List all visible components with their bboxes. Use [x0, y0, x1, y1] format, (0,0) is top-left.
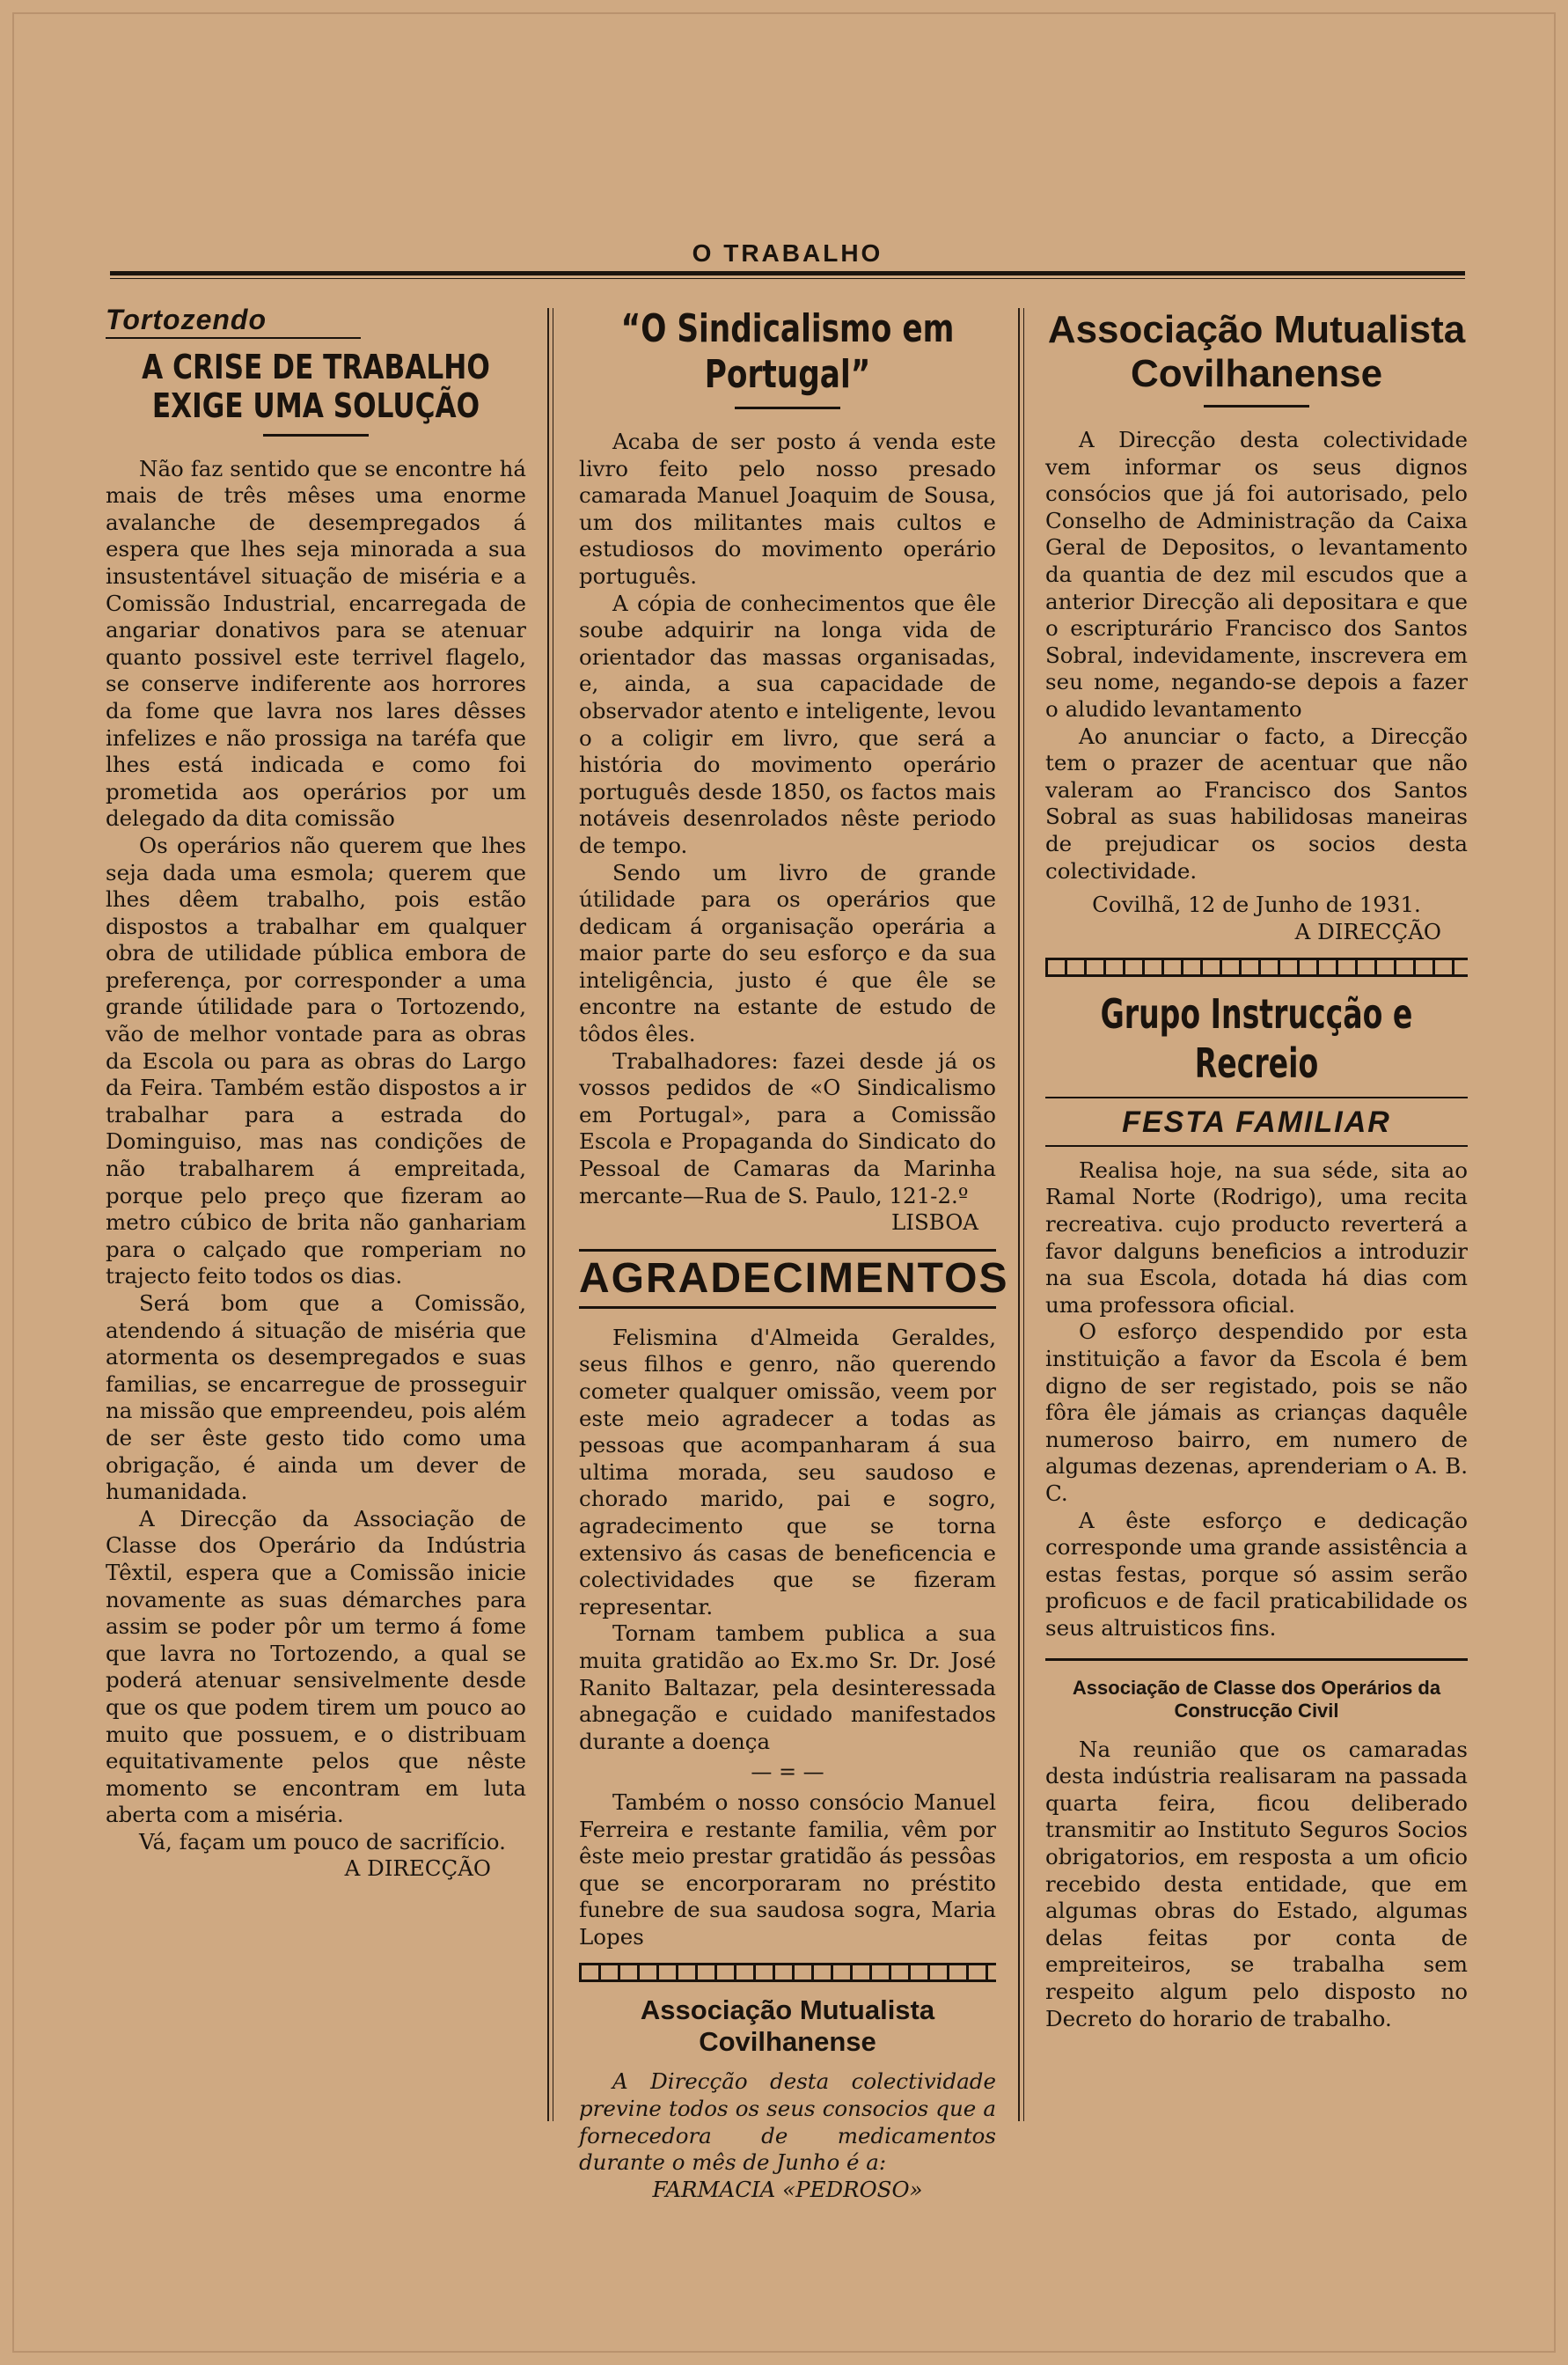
- masthead: [110, 239, 1465, 268]
- book-place: LISBOA: [891, 1209, 978, 1236]
- ornament-rule: [1045, 958, 1468, 977]
- mutualista-notice-text: A Direcção desta colectividade previne todos os seus consocios que a fornecedora de medicamentos durante o mês de Junho é a:: [579, 2068, 996, 2176]
- classe-paragraph: Na reunião que os camaradas desta indústria realisaram na passada quarta feira, ficou deliberado transmitir ao Instituto Seguros Socios obrigatorios, em resposta a um oficio recebido desta entidade, que em algumas obras do Estado, algumas delas feitas por conta de empreiteiros, se trabalha sem respeito algum pelo disposto no Decreto do horario de trabalho.: [1045, 1736, 1468, 2031]
- headline-rule: [263, 434, 369, 437]
- book-headline: “O Sindicalismo em Portugal”: [620, 306, 955, 397]
- article-headline: A CRISE DE TRABALHO EXIGE UMA SOLUÇÃO: [142, 347, 490, 425]
- grupo-paragraph: Realisa hoje, na sua séde, sita ao Ramal Norte (Rodrigo), uma recita recreativa. cujo producto reverterá a favor dalguns beneficios a introduzir na sua Escola, dotada há dias com uma professora oficial.: [1045, 1157, 1468, 1318]
- article-kicker: Tortozendo: [106, 304, 267, 335]
- section-rule: [1045, 1658, 1468, 1661]
- article-paragraph: Os operários não querem que lhes seja dada uma esmola; querem que lhes dêem trabalho, pois estão dispostos a trabalhar em qualquer obra de utilidade pública embora de preferença, por corresponder a uma grande útilidade para o Tortozendo, vão de melhor vontade para as obras da Escola ou para as obras do Largo da Feira. Também estão dispostos a ir trabalhar para a estrada do Dominguiso, mas nas condições de não trabalharem á empreitada, porque pelo preço que fizeram ao metro cúbico de brita não ganhariam para o calçado que romperiam no trajecto feito todos os dias.: [106, 832, 526, 1289]
- article-paragraph: Não faz sentido que se encontre há mais de três mêses uma enorme avalanche de desempregados á espera que lhes seja minorada a sua insustentável situação de miséria e a Comissão Industrial, encarregada de angariar donativos para se atenuar quanto possivel este terrivel flagelo, se conserve indiferente aos horrores da fome que lavra nos lares dêsses infelizes e não prossiga na taréfa que lhes está indicada e como foi prometida aos operários por um delegado da dita comissão: [106, 455, 526, 832]
- column-2: [579, 299, 1009, 2203]
- book-paragraph: A cópia de conhecimentos que êle soube adquirir na longa vida de orientador das massas organisadas, e, ainda, a sua capacidade de observador atento e inteligente, levou o a coligir em livro, que será a história do movimento operário português desde 1850, os factos mais notáveis desenrolados nêste periodo de tempo.: [579, 590, 996, 858]
- article-paragraph: Será bom que a Comissão, atendendo á situação de miséria que atormenta os desempregados e suas familias, se encarregue de prosseguir na missão que empreendeu, pois além de ser êste gesto tido como uma obrigação, é ainda um dever de humanidada.: [106, 1290, 526, 1505]
- grupo-rule: [1045, 1097, 1468, 1098]
- classe-headline: Associação de Classe dos Operários da Construcção Civil: [1072, 1676, 1441, 1722]
- dateline: Covilhã, 12 de Junho de 1931.: [1092, 892, 1421, 918]
- masthead-rule-thin: [110, 278, 1465, 279]
- book-paragraph: Trabalhadores: fazei desde já os vossos pedidos de «O Sindicalismo em Portugal», para a Comissão Escola e Propaganda do Sindicato do Pessoal de Camaras da Marinha mercante—Rua de S. Paulo, 121-2.º: [579, 1047, 996, 1208]
- festa-rule: [1045, 1145, 1468, 1147]
- headline-rule: [735, 407, 840, 409]
- separator: — = —: [751, 1759, 824, 1785]
- column-1: [106, 299, 526, 1883]
- book-paragraph: Acaba de ser posto á venda este livro feito pelo nosso presado camarada Manuel Joaquim de Sousa, um dos militantes mais cultos e estudiosos do movimento operário português.: [579, 429, 996, 589]
- mutualista-paragraph: A Direcção desta colectividade vem informar os seus dignos consócios que já foi autorisado, pelo Conselho de Administração da Caixa Geral de Depositos, o levantamento da quantia de dez mil escudos que a anterior Direcção ali depositara e que o escripturário Francisco dos Santos Sobral, indevidamente, inscrevera em seu nome, negando-se depois a fazer o aludido levantamento: [1045, 427, 1468, 722]
- acknowledgements-paragraph: Também o nosso consócio Manuel Ferreira e restante familia, vêm por êste meio prestar gratidão ás pessôas que se encorporaram no préstito funebre de sua saudosa sogra, Maria Lopes: [579, 1788, 996, 1950]
- festa-subheadline: FESTA FAMILIAR: [1122, 1105, 1391, 1140]
- acknowledgements-paragraph: Felismina d'Almeida Geraldes, seus filhos e genro, não querendo cometer qualquer omissão, veem por este meio agradecer a todas as pessoas que acompanharam á sua ultima morada, seu saudoso e chorado marido, pai e sogro, agradecimento que se torna extensivo ás casas de beneficencia e colectividades que se fizeram representar.: [579, 1324, 996, 1620]
- mutualista-notice-title: Associação Mutualista Covilhanense: [640, 1994, 935, 2058]
- column-divider-1: [547, 308, 549, 2121]
- mutualista-notice: [579, 2068, 996, 2203]
- book-paragraph: Sendo um livro de grande útilidade para os operários que dedicam á organisação operária a maior parte do seu esforço e da sua inteligência, justo é que êle se encontre na estante de estudo de tôdos êles.: [579, 859, 996, 1047]
- masthead-title: O TRABALHO: [680, 239, 896, 268]
- column-3: [1045, 299, 1468, 2032]
- ornament-rule: [579, 1963, 996, 1982]
- grupo-headline: Grupo Instrucção e Recreio: [1100, 990, 1413, 1088]
- pharmacy-name: FARMACIA «PEDROSO»: [652, 2176, 923, 2202]
- masthead-rule: [110, 271, 1465, 275]
- acknowledgements-paragraph: Tornam tambem publica a sua muita gratidão ao Ex.mo Sr. Dr. José Ranito Baltazar, pela desinteressada abnegação e cuidado manifestados durante a doença: [579, 1620, 996, 1754]
- mutualista-signature: A DIRECÇÃO: [1294, 918, 1441, 944]
- kicker-rule: [106, 337, 361, 339]
- mutualista-paragraph: Ao anunciar o facto, a Direcção tem o prazer de acentuar que não valeram ao Francisco dos Santos Sobral as suas habilidosas maneiras de prejudicar os socios desta colectividade.: [1045, 723, 1468, 884]
- column-divider-2: [1018, 308, 1020, 2121]
- article-signature: A DIRECÇÃO: [344, 1855, 491, 1882]
- article-paragraph: Vá, façam um pouco de sacrifício.: [139, 1828, 506, 1855]
- acknowledgements-title: AGRADECIMENTOS: [579, 1254, 1009, 1302]
- headline-rule: [1204, 405, 1309, 408]
- grupo-paragraph: A êste esforço e dedicação corresponde uma grande assistência a estas festas, porque só assim serão proficuos e de facil praticabilidade os seus altruisticos fins.: [1045, 1507, 1468, 1641]
- article-paragraph: A Direcção da Associação de Classe dos Operário da Indústria Têxtil, espera que a Comissão inicie novamente as suas démarches para assim se poder pôr um termo á fome que lavra no Tortozendo, a qual se poderá atenuar sensivelmente desde que os que podem tirem um pouco ao muito que possuem, e o distribuam equitativamente pelos que nêste momento se encontram em luta aberta com a miséria.: [106, 1505, 526, 1828]
- column-divider-2b: [1023, 308, 1024, 2121]
- mutualista-headline: Associação Mutualista Covilhanense: [1047, 308, 1466, 395]
- grupo-paragraph: O esforço despendido por esta instituição a favor da Escola é bem digno de ser registado, pois se não fôra êle jámais as crianças daquêle numeroso bairro, em numero de algumas dezenas, aprenderiam o A. B. C.: [1045, 1318, 1468, 1506]
- acknowledgements-box: [579, 1249, 1009, 1309]
